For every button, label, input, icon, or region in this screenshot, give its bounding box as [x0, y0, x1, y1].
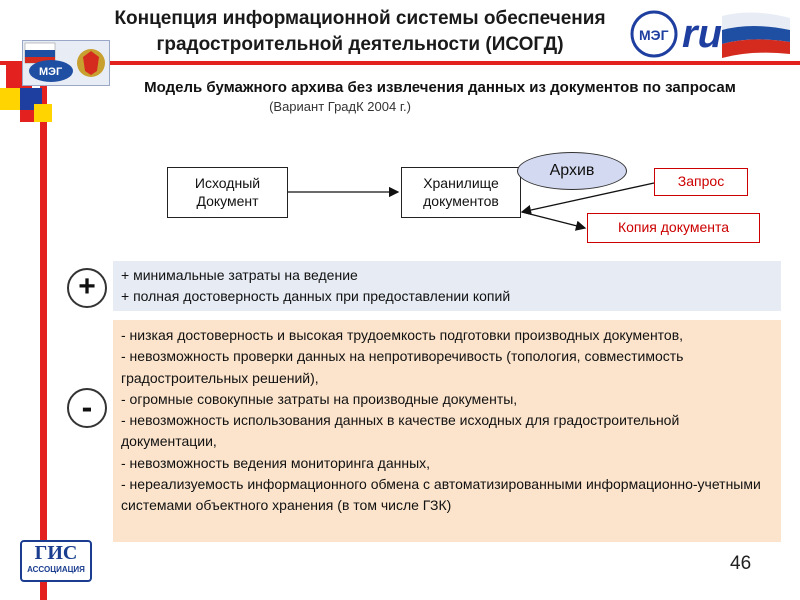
cons-item: - невозможность проверки данных на непротиворечивость (топология, совместимость градостроительных решений), [121, 348, 684, 386]
ru-logo-text: ru [682, 12, 722, 56]
storage-line-2: документов [423, 193, 499, 209]
cons-item: - огромные совокупные затраты на производные документы, [121, 390, 518, 407]
title-line-1: Концепция информационной системы обеспечения [114, 8, 606, 29]
pros-item: + полная достоверность данных при предоставлении копий [121, 288, 511, 304]
cons-item: - низкая достоверность и высокая трудоемкость подготовки производных документов, [121, 327, 684, 343]
archive-ellipse: Архив [517, 152, 627, 190]
minus-circle-icon [67, 388, 107, 428]
copy-document-box: Копия документа [587, 213, 760, 243]
model-subtitle: Модель бумажного архива без извлечения данных из документов по запросам [144, 79, 736, 96]
request-box: Запрос [654, 168, 748, 196]
svg-text:МЭГ: МЭГ [639, 27, 669, 43]
gis-logo-main: ГИС [34, 542, 78, 564]
pros-item: + минимальные затраты на ведение [121, 267, 358, 283]
gis-logo-sub: АССОЦИАЦИЯ [27, 565, 85, 574]
cons-item: - невозможность ведения мониторинга данных, [121, 454, 431, 471]
arrow-storage-to-copy [522, 212, 585, 228]
minus-symbol: - [81, 389, 93, 425]
source-line-2: Документ [196, 193, 259, 209]
pros-panel [113, 261, 781, 311]
cons-panel [113, 320, 781, 542]
cons-item: - невозможность использования данных в качестве исходных для градостроительной документации, [121, 412, 680, 450]
plus-circle-icon [67, 268, 107, 308]
gis-association-logo [20, 540, 92, 582]
page-number: 46 [730, 553, 752, 574]
cons-item: - нереализуемость информационного обмена с автоматизированными информационно-учетными системами объектного хранения (в том числе ГЗК) [121, 476, 761, 514]
plus-symbol: + [78, 270, 96, 303]
variant-note: (Вариант ГрадК 2004 г.) [269, 99, 411, 114]
storage-line-1: Хранилище [423, 175, 499, 191]
storage-box [401, 167, 521, 218]
title-line-2: градостроительной деятельности (ИСОГД) [156, 34, 564, 55]
svg-text:МЭГ: МЭГ [39, 66, 63, 78]
source-line-1: Исходный [194, 175, 261, 191]
